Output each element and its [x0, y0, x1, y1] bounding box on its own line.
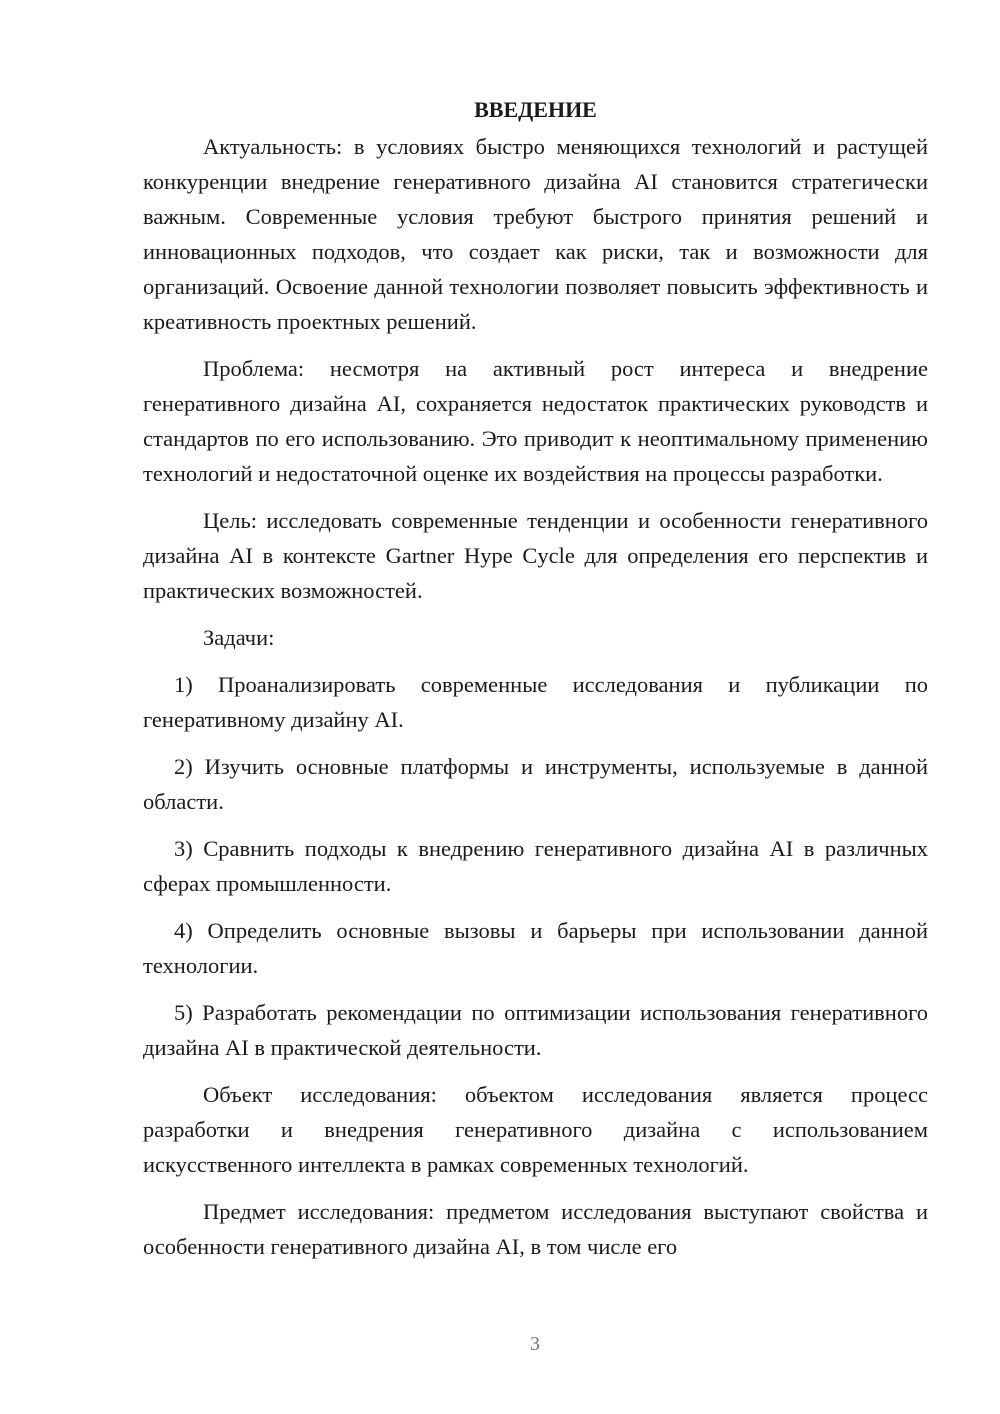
paragraph-goal: Цель: исследовать современные тенденции и особенности генеративного дизайна AI в контексте Gartner Hype Cycle для определения его перспектив и практических возможностей. [143, 508, 928, 603]
task-item: 1) Проанализировать современные исследования и публикации по генеративному дизайну AI. [143, 672, 928, 732]
task-item: 5) Разработать рекомендации по оптимизации использования генеративного дизайна AI в практической деятельности. [143, 1000, 928, 1060]
paragraph-object: Объект исследования: объектом исследования является процесс разработки и внедрения генеративного дизайна с использованием искусственного интеллекта в рамках современных технологий. [143, 1082, 928, 1177]
paragraph-subject: Предмет исследования: предметом исследования выступают свойства и особенности генеративного дизайна AI, в том числе его [143, 1199, 928, 1259]
document-page [143, 92, 928, 1264]
page-number: 3 [530, 1333, 540, 1355]
paragraph-tasks-label: Задачи: [203, 625, 275, 650]
paragraph-relevance: Актуальность: в условиях быстро меняющихся технологий и растущей конкуренции внедрение генеративного дизайна AI становится стратегически важным. Современные условия требуют быстрого принятия решений и инновационных подходов, что создает как риски, так и возможности для организаций. Освоение данной технологии позволяет повысить эффективность и креативность проектных решений. [143, 134, 928, 334]
task-item: 3) Сравнить подходы к внедрению генеративного дизайна AI в различных сферах промышленности. [143, 836, 928, 896]
task-item: 4) Определить основные вызовы и барьеры при использовании данной технологии. [143, 918, 928, 978]
section-heading: ВВЕДЕНИЕ [474, 97, 597, 122]
paragraph-problem: Проблема: несмотря на активный рост интереса и внедрение генеративного дизайна AI, сохраняется недостаток практических руководств и стандартов по его использованию. Это приводит к неоптимальному применению технологий и недостаточной оценке их воздействия на процессы разработки. [143, 356, 928, 486]
task-item: 2) Изучить основные платформы и инструменты, используемые в данной области. [143, 754, 928, 814]
